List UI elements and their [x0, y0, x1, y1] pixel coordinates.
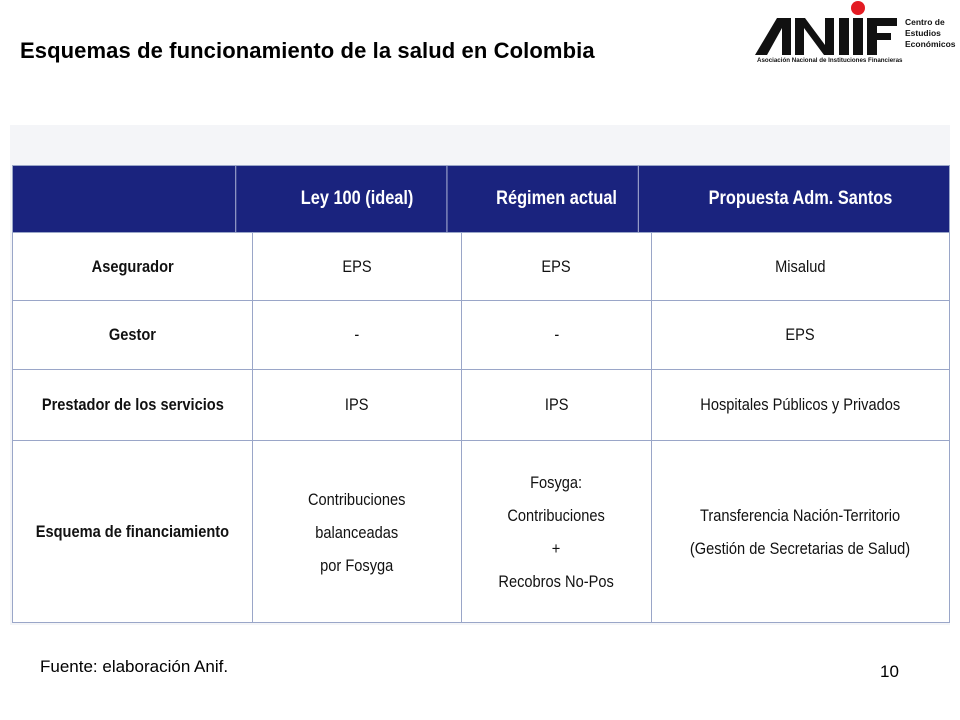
table-row [13, 300, 949, 369]
cell-line: Contribuciones [308, 489, 406, 509]
cell-actual: IPS [544, 395, 569, 414]
header-ley100: Ley 100 (ideal) [268, 166, 448, 232]
cell-actual: EPS [541, 256, 572, 276]
row-label: Asegurador [91, 256, 174, 276]
header-propuesta: Propuesta Adm. Santos [708, 188, 893, 209]
cell-line: Fosyga: [530, 473, 583, 492]
source-footnote: Fuente: elaboración Anif. [40, 657, 229, 676]
cell-line: (Gestión de Secretarias de Salud) [690, 539, 911, 558]
row-label: Gestor [108, 325, 157, 344]
logo-center-line2: Estudios [905, 28, 941, 38]
cell-propuesta [652, 441, 949, 623]
cell-ley100: EPS [342, 256, 372, 276]
cell-actual: - [554, 325, 559, 344]
table-row [13, 440, 949, 623]
header-empty [30, 166, 236, 232]
cell-line: Recobros No-Pos [498, 572, 615, 591]
cell-ley100: IPS [345, 395, 369, 414]
cell-actual [462, 441, 652, 623]
cell-ley100: - [354, 325, 360, 344]
cell-line: Contribuciones [507, 506, 606, 525]
cell-propuesta: Misalud [775, 256, 826, 276]
cell-propuesta: EPS [785, 325, 816, 344]
cell-line: + [552, 539, 561, 558]
cell-ley100 [253, 441, 462, 623]
logo-subtitle: Asociación Nacional de Instituciones Financieras [757, 57, 903, 64]
cell-propuesta: Hospitales Públicos y Privados [700, 395, 901, 414]
cell-line: por Fosyga [320, 555, 394, 575]
row-label: Prestador de los servicios [41, 395, 224, 414]
logo-center-line1: Centro de [905, 17, 945, 27]
anif-logo [755, 0, 960, 70]
table-row [13, 369, 949, 440]
table-row [13, 232, 949, 300]
logo-center-line3: Económicos [905, 39, 956, 49]
header-regimen-actual: Régimen actual [475, 166, 638, 232]
cell-line: Transferencia Nación-Territorio [700, 506, 901, 525]
page-number: 10 [880, 662, 899, 681]
anif-wordmark-icon [755, 0, 900, 58]
slide-title: Esquemas de funcionamiento de la salud en Colombia [20, 38, 595, 63]
logo-center-text [905, 17, 956, 50]
table-header-row [13, 166, 949, 232]
cell-line: balanceadas [315, 522, 399, 542]
row-label: Esquema de financiamiento [35, 522, 230, 541]
comparison-table [12, 165, 950, 623]
